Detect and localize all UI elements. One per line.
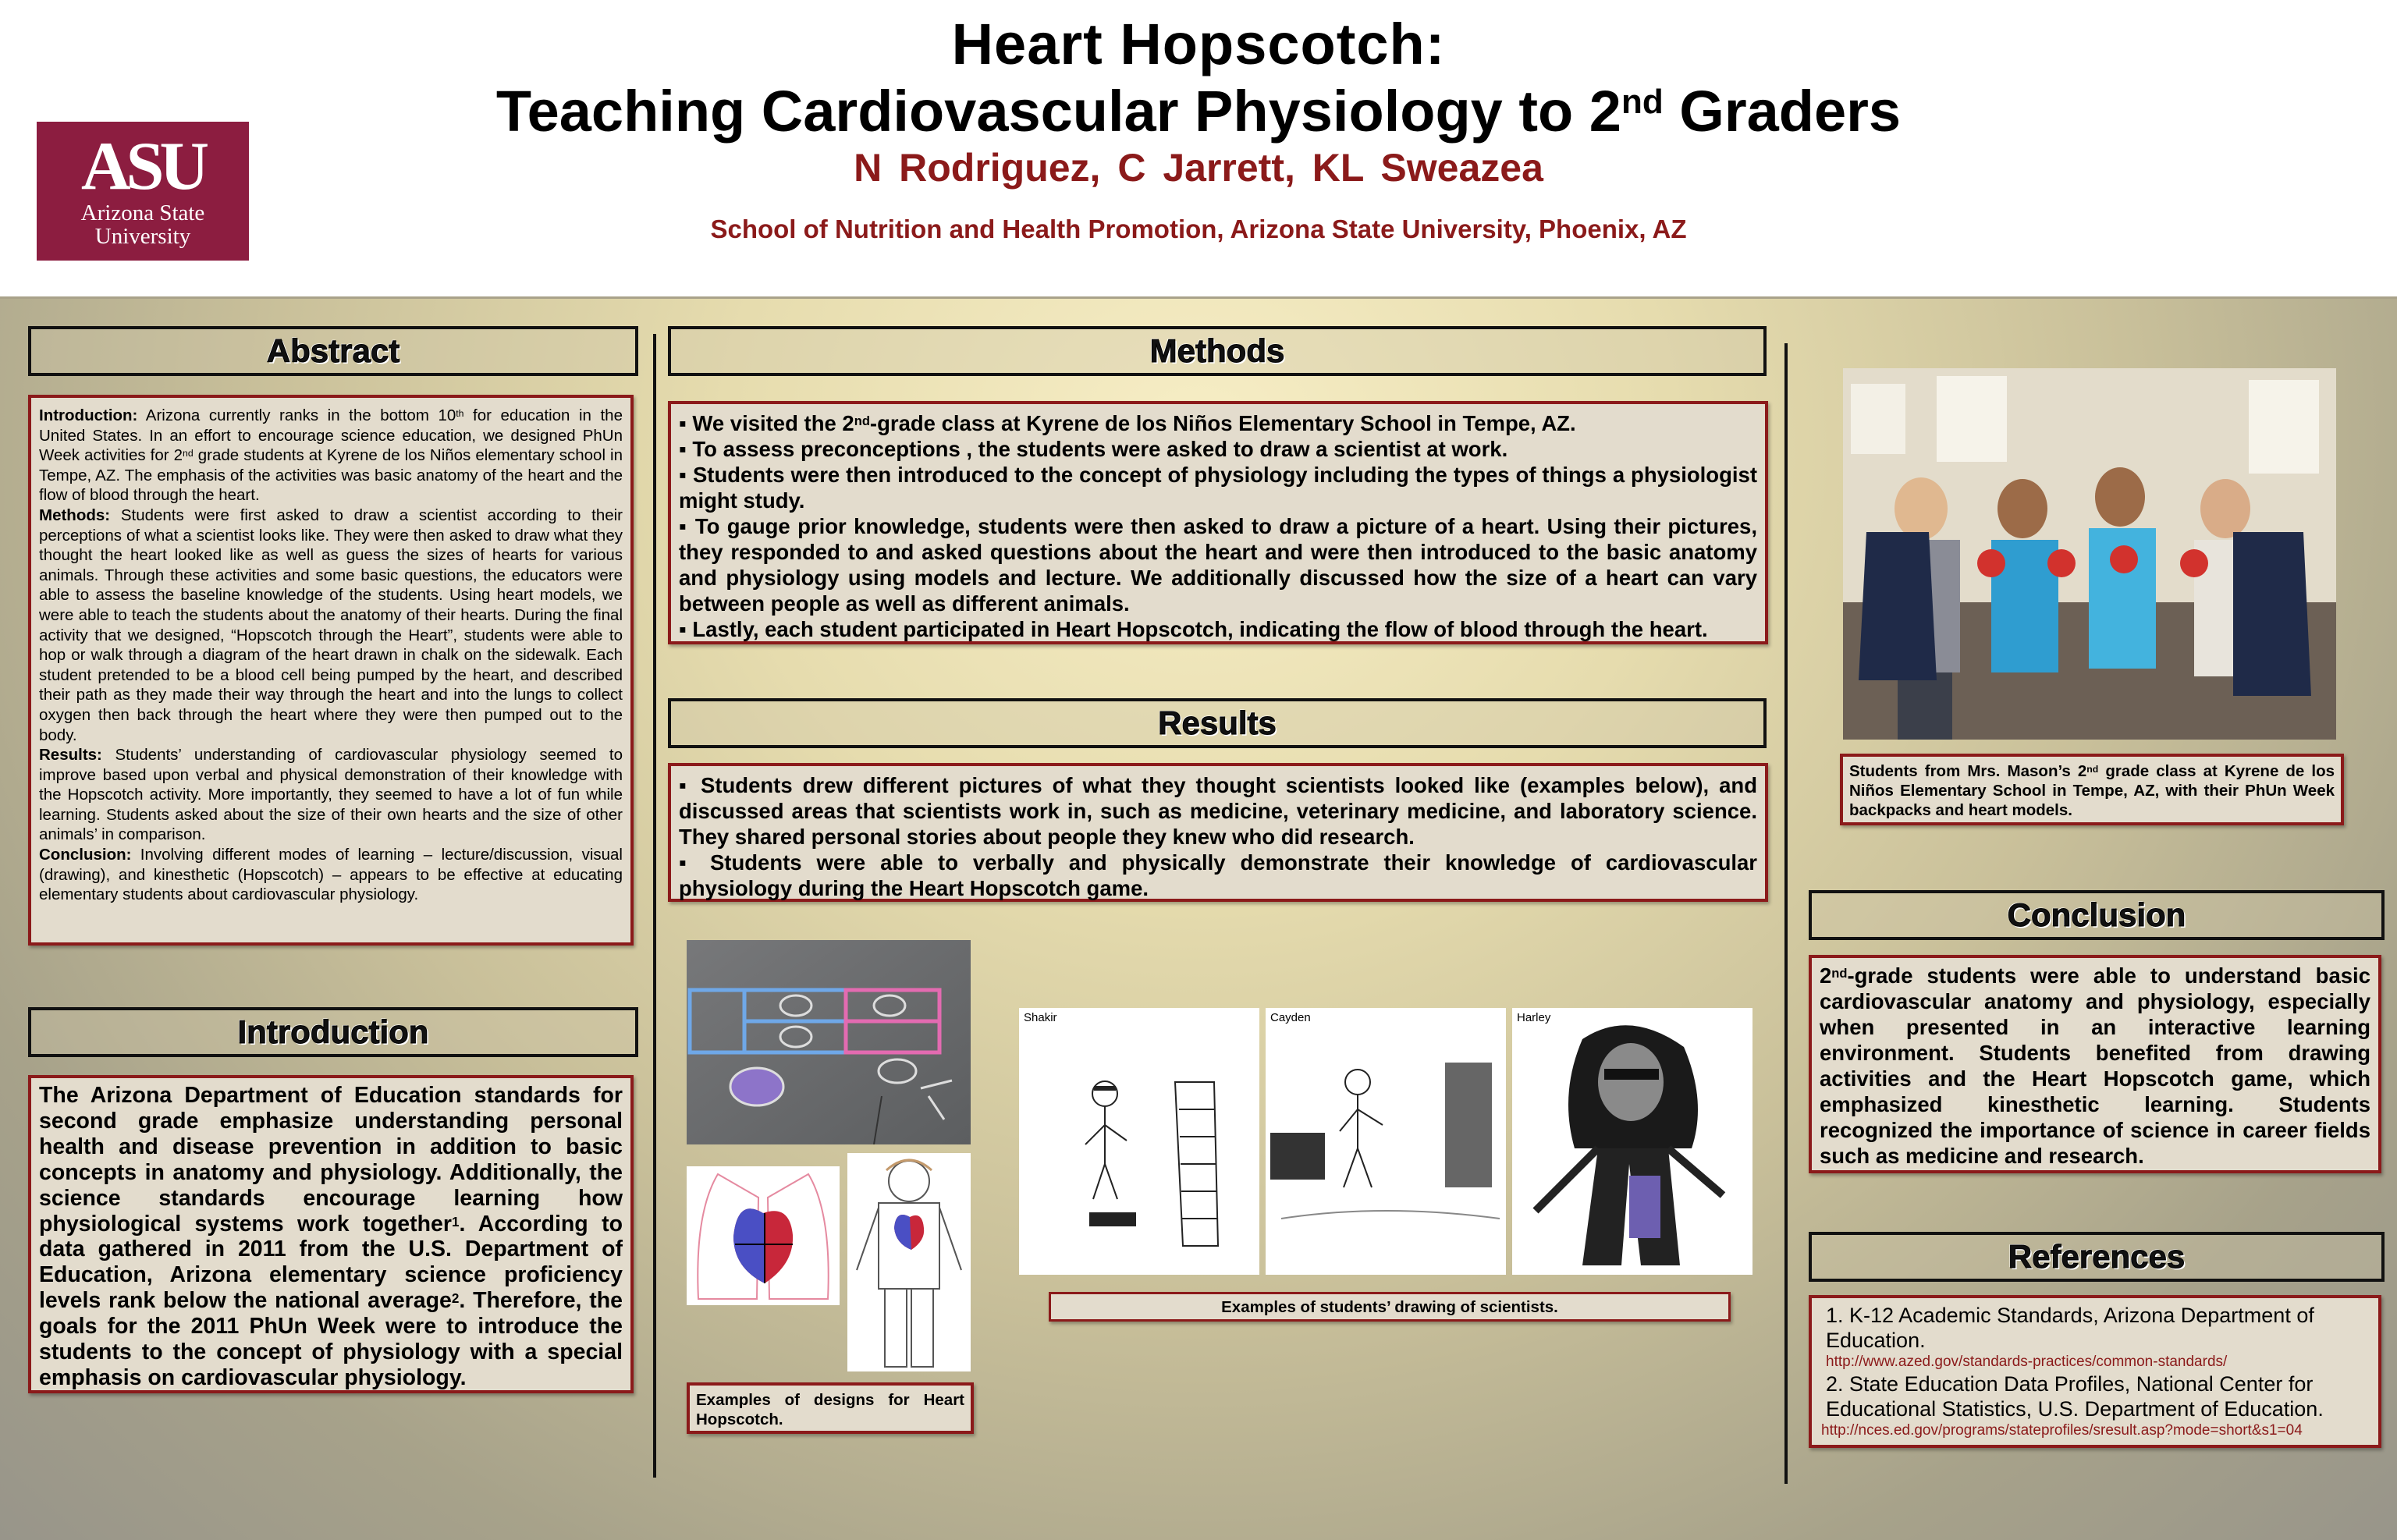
methods-b1-a: ▪ We visited the 2 xyxy=(679,411,854,435)
asu-logo-line2: University xyxy=(94,224,191,249)
methods-box xyxy=(668,401,1768,644)
drawing-shakir xyxy=(1019,1008,1259,1275)
poster-title-line2 xyxy=(0,78,2397,144)
abstract-methods-label: Methods: xyxy=(39,506,111,524)
drawing-name-cayden: Cayden xyxy=(1270,1011,1311,1024)
methods-bullet-4: ▪ To gauge prior knowledge, students were then asked to draw a picture of a heart. Using their pictures, they responded to and asked questions about the heart and were then introduced to the basic anatomy and physiology using models and lecture. We additionally discussed how the size of a heart can vary between people as well as different animals. xyxy=(679,514,1757,616)
methods-bullet-3: ▪ Students were then introduced to the concept of physiology including the types of things a physiologist might study. xyxy=(679,463,1757,513)
drawing-harley-svg xyxy=(1512,1008,1752,1275)
photo-caption-b: grade class at Kyrene de los Niños Elementary School in Tempe, AZ, with their PhUn Week backpacks and heart models. xyxy=(1849,762,2335,819)
abstract-intro-text-a: Arizona currently ranks in the bottom 10 xyxy=(137,406,456,424)
intro-text-a: The Arizona Department of Education standards for second grade emphasize understanding personal health and disease prevention in addition to basic concepts in anatomy and physiology. Additionally, the science standards encourage learning how physiological systems work together xyxy=(39,1083,623,1237)
results-box xyxy=(668,763,1768,902)
abstract-conclusion-text: Involving different modes of learning – lecture/discussion, visual (drawing), and kinesthetic (Hopscotch) – appears to be effective at educating elementary students about cardiovascular physiology. xyxy=(39,846,623,904)
methods-bullet-1 xyxy=(679,410,1757,436)
column-divider-right xyxy=(1784,343,1788,1484)
poster-title-line1: Heart Hopscotch: xyxy=(951,12,1446,76)
hopscotch-caption-box xyxy=(687,1382,974,1434)
results-text xyxy=(671,766,1765,907)
results-bullet-1: ▪ Students drew different pictures of what they thought scientists looked like (examples below), and discussed areas that scientists work in, such as medicine, veterinary medicine, and laboratory science. They shared personal stories about people they knew who did research. xyxy=(679,773,1757,849)
asu-logo-line1: Arizona State xyxy=(80,200,205,225)
introduction-text xyxy=(31,1078,630,1396)
photo-caption-a: Students from Mrs. Mason’s 2 xyxy=(1849,762,2087,780)
lung-heart-svg xyxy=(687,1166,840,1305)
hopscotch-chalk-svg xyxy=(687,940,971,1144)
class-photo-svg xyxy=(1843,368,2336,740)
methods-b1-sup: nd xyxy=(854,414,870,428)
references-box xyxy=(1809,1295,2381,1448)
methods-bullet-5: ▪ Lastly, each student participated in Heart Hopscotch, indicating the flow of blood through the heart. xyxy=(679,617,1708,641)
drawing-name-harley: Harley xyxy=(1517,1011,1551,1024)
abstract-intro-label: Introduction: xyxy=(39,406,138,424)
abstract-sup-nd: nd xyxy=(183,448,194,460)
affiliation: School of Nutrition and Health Promotion, Arizona State University, Phoenix, AZ xyxy=(710,215,1687,243)
introduction-box xyxy=(28,1075,634,1393)
conclusion-text xyxy=(1812,958,2378,1173)
drawing-cayden-svg xyxy=(1266,1008,1506,1275)
intro-text-b: . According to data gathered in 2011 from the U.S. Department of Education, Arizona elementary science proficiency levels rank below the national average xyxy=(39,1211,623,1314)
intro-text-c: . Therefore, the goals for the 2011 PhUn Week were to introduce the students to the concept of physiology with a special emphasis on cardiovascular physiology. xyxy=(39,1288,623,1390)
conclusion-sup: nd xyxy=(1831,967,1848,981)
photo-caption-sup: nd xyxy=(2086,764,2099,775)
reference-1: 1. K-12 Academic Standards, Arizona Department of Education. xyxy=(1826,1304,2314,1352)
methods-heading: Methods xyxy=(668,326,1767,376)
title-line2-sup: nd xyxy=(1621,83,1664,121)
abstract-sup-th: th xyxy=(456,408,464,419)
methods-b1-b: -grade class at Kyrene de los Niños Elementary School in Tempe, AZ. xyxy=(869,411,1576,435)
reference-2: 2. State Education Data Profiles, National Center for Educational Statistics, U.S. Department of Education. xyxy=(1826,1372,2324,1421)
drawing-shakir-svg xyxy=(1019,1008,1259,1275)
body-outline-diagram xyxy=(847,1153,971,1371)
abstract-heading: Abstract xyxy=(28,326,638,376)
reference-1-url[interactable]: http://www.azed.gov/standards-practices/common-standards/ xyxy=(1826,1354,2228,1370)
reference-2-url[interactable]: http://nces.ed.gov/programs/stateprofiles/sresult.asp?mode=short&s1=04 xyxy=(1821,1422,2303,1439)
photo-caption-box xyxy=(1840,754,2344,825)
intro-sup-1: 1 xyxy=(451,1214,460,1230)
conclusion-text-a: 2 xyxy=(1820,963,1832,988)
drawing-name-shakir: Shakir xyxy=(1024,1011,1057,1024)
abstract-methods-text: Students were first asked to draw a scientist according to their perceptions of what a scientist looks like. They were then asked to draw what they thought the heart looked like as well as guess the sizes of hearts for various animals. Through these activities and some basic questions, the educators were able to assess the baseline knowledge of the students. Using heart models, we were able to teach the students about the anatomy of their hearts. During the final activity that we designed, “Hopscotch through the Heart”, students were able to hop or walk through a diagram of the heart drawn in chalk on the sidewalk. Each student pretended to be a blood cell being pumped by the heart, and described their path as they made their way through the heart and into the lungs to collect oxygen then back through the heart where they were then pumped out to the body. xyxy=(39,506,623,744)
title-line2-pre: Teaching Cardiovascular Physiology to 2 xyxy=(495,79,1621,144)
references-heading: References xyxy=(1809,1232,2385,1282)
authors: N Rodriguez, C Jarrett, KL Sweazea xyxy=(854,146,1543,190)
asu-logo-mark: ASU xyxy=(80,129,205,204)
methods-bullet-2: ▪ To assess preconceptions , the students were asked to draw a scientist at work. xyxy=(679,437,1508,461)
drawings-caption-box xyxy=(1049,1292,1731,1322)
abstract-intro-text-c: grade students at Kyrene de los Niños elementary school in Tempe, AZ. The emphasis of the activities was basic anatomy of the heart and the flow of blood through the heart. xyxy=(39,446,623,505)
intro-sup-2: 2 xyxy=(451,1291,460,1307)
conclusion-box xyxy=(1809,955,2381,1173)
conclusion-text-b: -grade students were able to understand basic cardiovascular anatomy and physiology, especially when presented in an interactive learning environment. Students benefited from drawing activities and the Heart Hopscotch game, which emphasized kinesthetic learning. Students recognized the importance of science in career fields such as medicine and research. xyxy=(1820,963,2370,1168)
drawing-harley xyxy=(1512,1008,1752,1275)
abstract-intro-text-b: for education in the United States. In an effort to encourage science education, we designed PhUn Week activities for 2 xyxy=(39,406,623,465)
abstract-text xyxy=(31,398,630,913)
results-heading: Results xyxy=(668,698,1767,748)
poster-header xyxy=(0,0,2397,299)
abstract-results-label: Results: xyxy=(39,746,102,765)
photo-caption xyxy=(1843,757,2341,825)
methods-text xyxy=(671,404,1765,648)
results-bullet-2: ▪ Students were able to verbally and physically demonstrate their knowledge of cardiovascular physiology during the Heart Hopscotch game. xyxy=(679,850,1757,900)
conclusion-heading: Conclusion xyxy=(1809,890,2385,940)
lung-heart-diagram xyxy=(687,1166,840,1305)
column-divider-left xyxy=(653,334,656,1478)
drawing-cayden xyxy=(1266,1008,1506,1275)
abstract-conclusion-label: Conclusion: xyxy=(39,846,132,864)
abstract-box xyxy=(28,395,634,946)
hopscotch-caption: Examples of designs for Heart Hopscotch. xyxy=(696,1391,964,1428)
drawings-caption: Examples of students’ drawing of scientists. xyxy=(1221,1298,1558,1316)
introduction-heading: Introduction xyxy=(28,1007,638,1057)
abstract-results-text: Students’ understanding of cardiovascular physiology seemed to improve based upon verbal and physical demonstration of their knowledge with the Hopscotch activity. More importantly, they seemed to have a lot of fun while learning. Students asked about the size of their own hearts and the size of other animals’ in comparison. xyxy=(39,746,623,844)
hopscotch-chalk-photo xyxy=(687,940,971,1144)
title-line2-post: Graders xyxy=(1663,79,1902,144)
class-photo xyxy=(1843,368,2336,740)
body-outline-svg xyxy=(847,1153,971,1371)
